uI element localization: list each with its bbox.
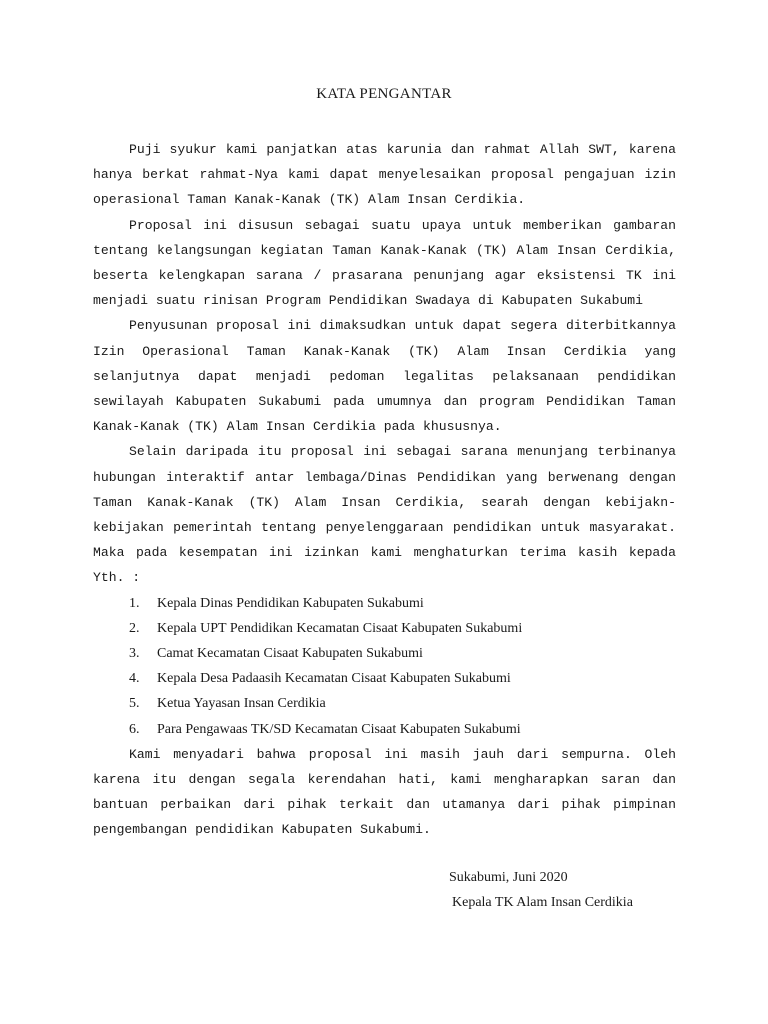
- list-item: [93, 666, 676, 691]
- paragraph-thanks: Selain daripada itu proposal ini sebagai sarana menunjang terbinanya hubungan interaktif antar lembaga/Dinas Pendidikan yang berwenang dengan Taman Kanak-Kanak (TK) Alam Insan Cerdikia, searah dengan kebijakn-kebijakan pemerintah tentang penyelenggaraan pendidikan untuk masyarakat. Maka pada kesempatan ini izinkan kami menghaturkan terima kasih kepada Yth. :: [93, 444, 676, 586]
- document-body: [93, 137, 676, 843]
- list-item-number: 4.: [129, 671, 140, 687]
- list-item-text: Para Pengawaas TK/SD Kecamatan Cisaat Kabupaten Sukabumi: [157, 721, 521, 737]
- list-item-number: 2.: [129, 620, 140, 636]
- list-item-text: Kepala UPT Pendidikan Kecamatan Cisaat Kabupaten Sukabumi: [157, 620, 523, 636]
- signature-place-date: Sukabumi, Juni 2020: [449, 870, 568, 885]
- list-item-text: Kepala Dinas Pendidikan Kabupaten Sukabumi: [157, 595, 424, 611]
- paragraph-closing: Kami menyadari bahwa proposal ini masih jauh dari sempurna. Oleh karena itu dengan segala kerendahan hati, kami mengharapkan saran dan bantuan perbaikan dari pihak terkait dan utamanya dari pihak pimpinan pengembangan pendidikan Kabupaten Sukabumi.: [93, 746, 676, 838]
- list-item: [93, 717, 676, 742]
- list-item-number: 6.: [129, 721, 140, 737]
- list-item: [93, 641, 676, 666]
- list-item-number: 5.: [129, 696, 140, 712]
- document-title: KATA PENGANTAR: [316, 86, 452, 102]
- paragraph-opening: Puji syukur kami panjatkan atas karunia dan rahmat Allah SWT, karena hanya berkat rahmat-Nya kami dapat menyelesaikan proposal pengajuan izin operasional Taman Kanak-Kanak (TK) Alam Insan Cerdikia.: [93, 142, 676, 208]
- list-item-number: 1.: [129, 595, 140, 611]
- paragraph-permit: Penyusunan proposal ini dimaksudkan untuk dapat segera diterbitkannya Izin Operasional Taman Kanak-Kanak (TK) Alam Insan Cerdikia yang selanjutnya dapat menjadi pedoman legalitas pelaksanaan pendidikan sewilayah Kabupaten Sukabumi pada umumnya dan program Pendidikan Taman Kanak-Kanak (TK) Alam Insan Cerdikia pada khususnya.: [93, 318, 676, 435]
- recipient-list: [93, 591, 676, 742]
- signature-block: [449, 865, 633, 915]
- list-item-text: Camat Kecamatan Cisaat Kabupaten Sukabumi: [157, 646, 423, 662]
- list-item-text: Ketua Yayasan Insan Cerdikia: [157, 696, 326, 712]
- list-item: [93, 616, 676, 641]
- list-item: [93, 691, 676, 716]
- signature-position: Kepala TK Alam Insan Cerdikia: [452, 895, 633, 910]
- list-item-number: 3.: [129, 646, 140, 662]
- list-item: [93, 591, 676, 616]
- paragraph-purpose: Proposal ini disusun sebagai suatu upaya untuk memberikan gambaran tentang kelangsungan kegiatan Taman Kanak-Kanak (TK) Alam Insan Cerdikia, beserta kelengkapan sarana / prasarana penunjang agar eksistensi TK ini menjadi suatu rinisan Program Pendidikan Swadaya di Kabupaten Sukabumi: [93, 217, 676, 309]
- list-item-text: Kepala Desa Padaasih Kecamatan Cisaat Kabupaten Sukabumi: [157, 671, 511, 687]
